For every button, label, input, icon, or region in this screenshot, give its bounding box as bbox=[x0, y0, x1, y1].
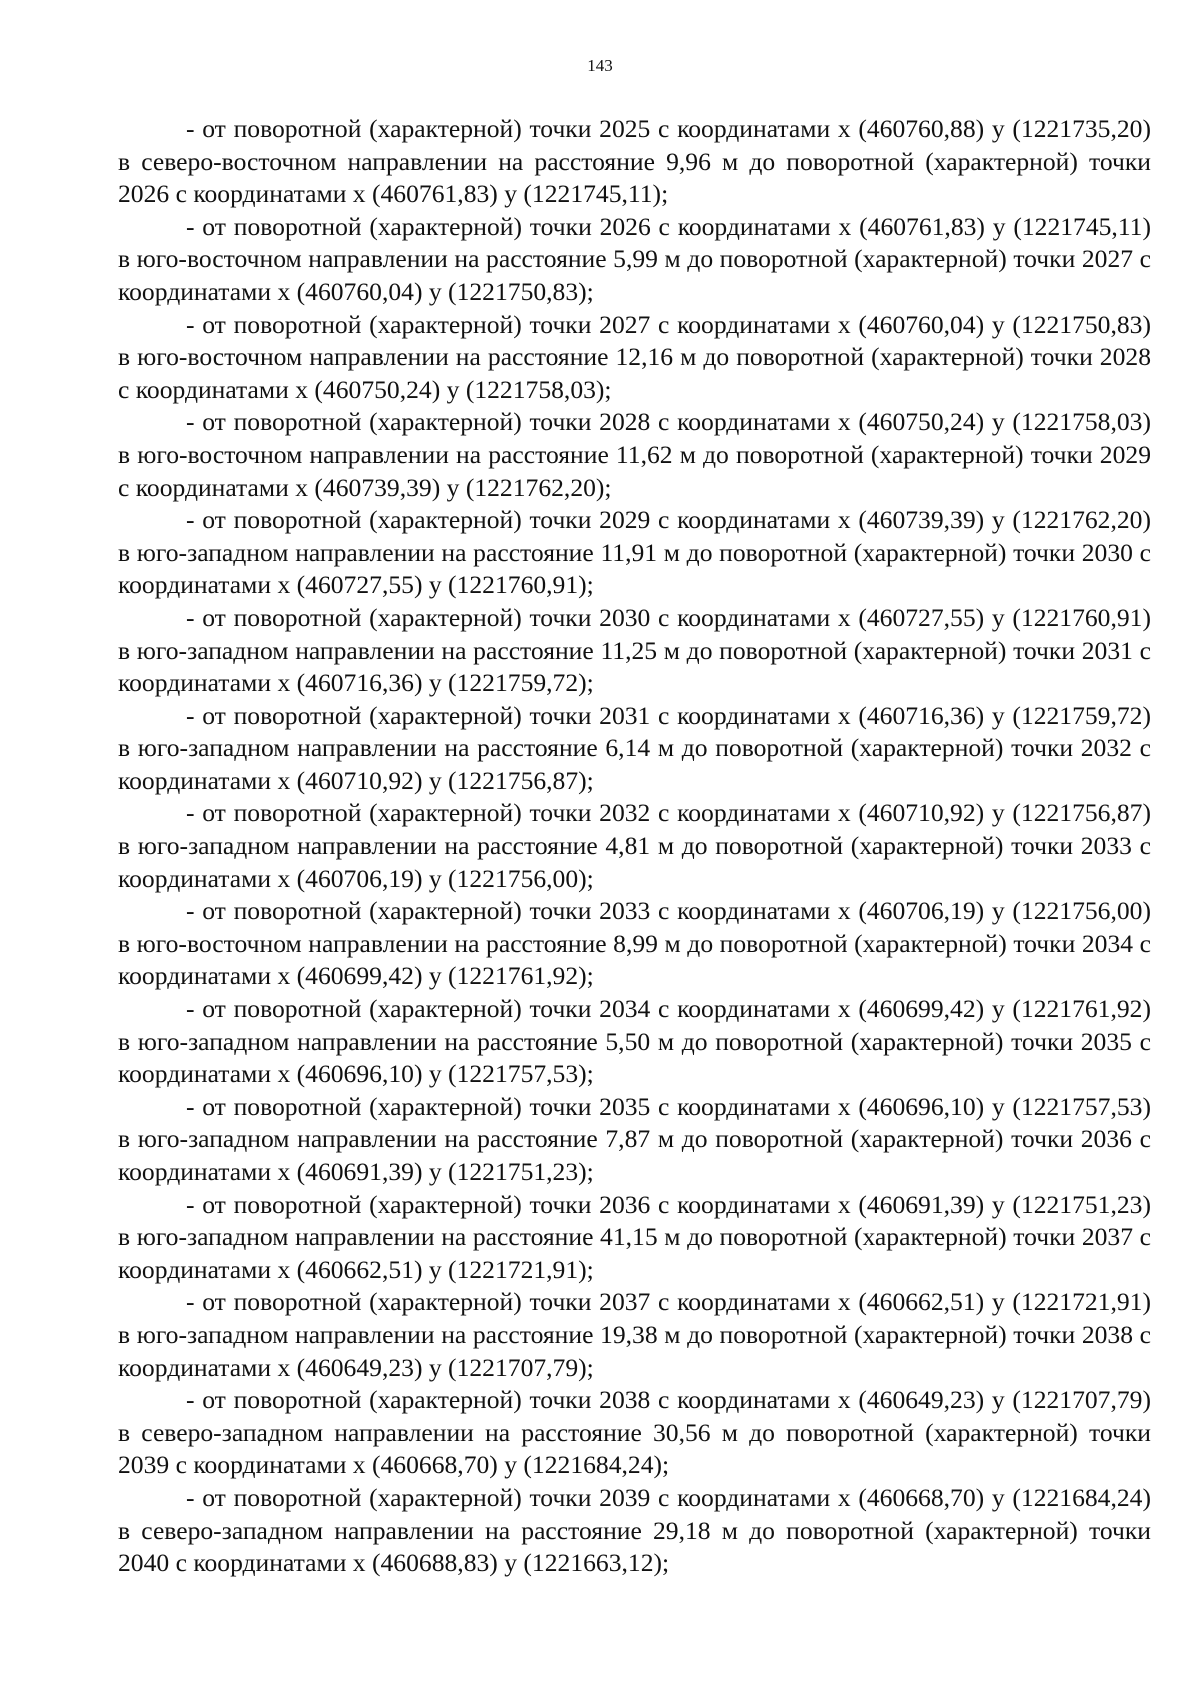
boundary-segment-paragraph: - от поворотной (характерной) точки 2033 с координатами x (460706,19) y (1221756,00) в юго-восточном направлении на расстояние 8,99 м до поворотной (характерной) точки 2034 с координатами x (460699,42) y (1221761,92); bbox=[118, 896, 1151, 991]
boundary-segment-paragraph: - от поворотной (характерной) точки 2025 с координатами x (460760,88) y (1221735,20) в северо-восточном направлении на расстояние 9,96 м до поворотной (характерной) точки 2026 с координатами x (460761,83) y (1221745,11); bbox=[118, 114, 1151, 209]
boundary-segment-paragraph: - от поворотной (характерной) точки 2034 с координатами x (460699,42) y (1221761,92) в юго-западном направлении на расстояние 5,50 м до поворотной (характерной) точки 2035 с координатами x (460696,10) y (1221757,53); bbox=[118, 994, 1151, 1089]
boundary-segment-paragraph: - от поворотной (характерной) точки 2029 с координатами x (460739,39) y (1221762,20) в юго-западном направлении на расстояние 11,91 м до поворотной (характерной) точки 2030 с координатами x (460727,55) y (1221760,91); bbox=[118, 505, 1151, 600]
boundary-segment-paragraph: - от поворотной (характерной) точки 2036 с координатами x (460691,39) y (1221751,23) в юго-западном направлении на расстояние 41,15 м до поворотной (характерной) точки 2037 с координатами x (460662,51) y (1221721,91); bbox=[118, 1189, 1151, 1284]
boundary-segment-paragraph: - от поворотной (характерной) точки 2026 с координатами x (460761,83) y (1221745,11) в юго-восточном направлении на расстояние 5,99 м до поворотной (характерной) точки 2027 с координатами x (460760,04) y (1221750,83); bbox=[118, 211, 1151, 306]
boundary-segment-paragraph: - от поворотной (характерной) точки 2038 с координатами x (460649,23) y (1221707,79) в северо-западном направлении на расстояние 30,56 м до поворотной (характерной) точки 2039 с координатами x (460668,70) y (1221684,24); bbox=[118, 1385, 1151, 1480]
document-body bbox=[118, 113, 1151, 1580]
boundary-segment-paragraph: - от поворотной (характерной) точки 2037 с координатами x (460662,51) y (1221721,91) в юго-западном направлении на расстояние 19,38 м до поворотной (характерной) точки 2038 с координатами x (460649,23) y (1221707,79); bbox=[118, 1287, 1151, 1382]
page-number: 143 bbox=[587, 56, 613, 75]
boundary-segment-paragraph: - от поворотной (характерной) точки 2035 с координатами x (460696,10) y (1221757,53) в юго-западном направлении на расстояние 7,87 м до поворотной (характерной) точки 2036 с координатами x (460691,39) y (1221751,23); bbox=[118, 1091, 1151, 1186]
boundary-segment-paragraph: - от поворотной (характерной) точки 2028 с координатами x (460750,24) y (1221758,03) в юго-восточном направлении на расстояние 11,62 м до поворотной (характерной) точки 2029 с координатами x (460739,39) y (1221762,20); bbox=[118, 407, 1151, 502]
boundary-segment-paragraph: - от поворотной (характерной) точки 2039 с координатами x (460668,70) y (1221684,24) в северо-западном направлении на расстояние 29,18 м до поворотной (характерной) точки 2040 с координатами x (460688,83) y (1221663,12); bbox=[118, 1482, 1151, 1578]
boundary-segment-paragraph: - от поворотной (характерной) точки 2030 с координатами x (460727,55) y (1221760,91) в юго-западном направлении на расстояние 11,25 м до поворотной (характерной) точки 2031 с координатами x (460716,36) y (1221759,72); bbox=[118, 602, 1151, 698]
boundary-segment-paragraph: - от поворотной (характерной) точки 2027 с координатами x (460760,04) y (1221750,83) в юго-восточном направлении на расстояние 12,16 м до поворотной (характерной) точки 2028 с координатами x (460750,24) y (1221758,03); bbox=[118, 309, 1151, 404]
boundary-segment-paragraph: - от поворотной (характерной) точки 2032 с координатами x (460710,92) y (1221756,87) в юго-западном направлении на расстояние 4,81 м до поворотной (характерной) точки 2033 с координатами x (460706,19) y (1221756,00); bbox=[118, 798, 1151, 893]
boundary-segment-paragraph: - от поворотной (характерной) точки 2031 с координатами x (460716,36) y (1221759,72) в юго-западном направлении на расстояние 6,14 м до поворотной (характерной) точки 2032 с координатами x (460710,92) y (1221756,87); bbox=[118, 700, 1151, 795]
